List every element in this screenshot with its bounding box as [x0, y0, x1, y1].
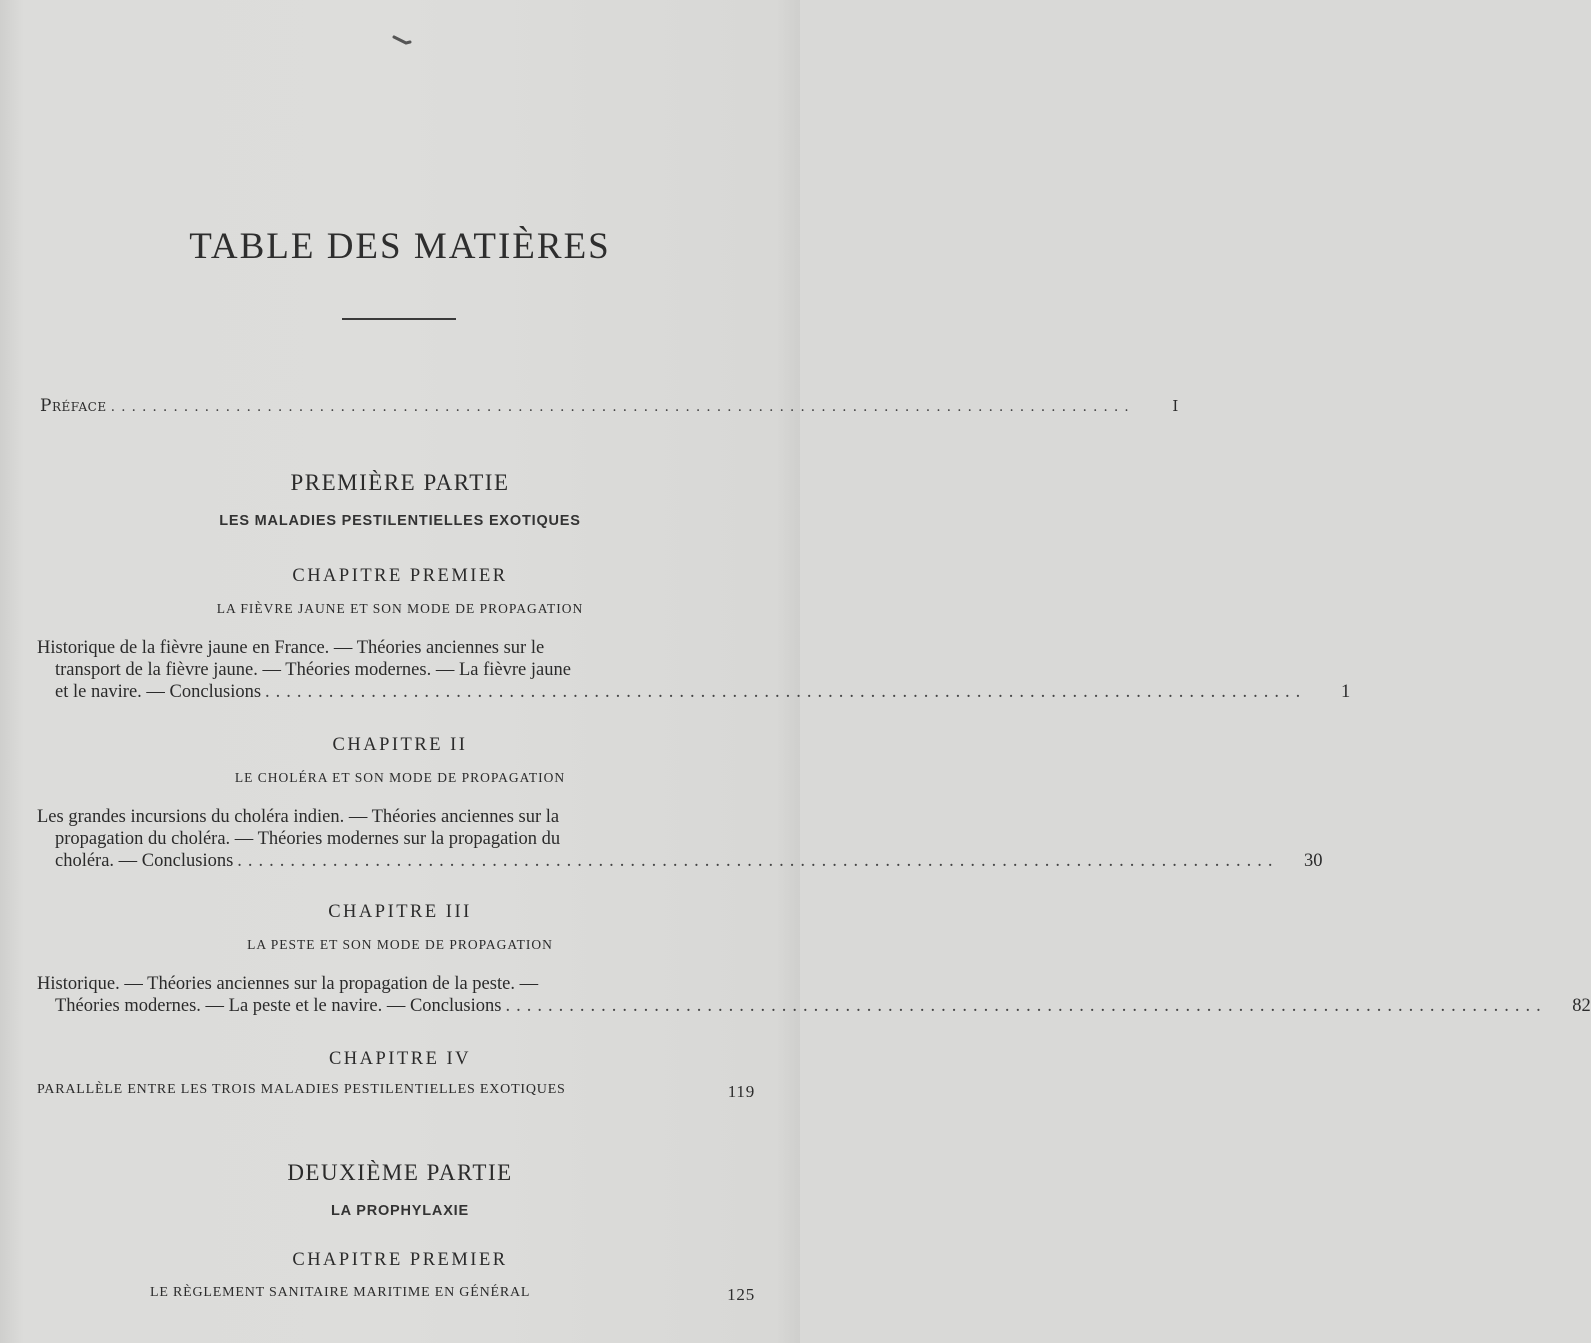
toc-entry [37, 1082, 755, 1102]
entry-line: Théories modernes. — La peste et le navire. — Conclusions [55, 996, 502, 1016]
toc-entry-page: 119 [727, 1082, 755, 1101]
ink-mark [392, 34, 414, 44]
leader-dots: .................................................................................................. [265, 682, 1307, 702]
chapter-heading: CHAPITRE III [328, 902, 472, 922]
chapter-subtitle: LA PESTE ET SON MODE DE PROPAGATION [247, 937, 553, 952]
toc-entry [37, 637, 1351, 703]
entry-line: choléra. — Conclusions [55, 851, 234, 871]
toc-entry-preface [40, 396, 1179, 416]
entry-line: et le navire. — Conclusions [55, 682, 262, 702]
entry-line: Les grandes incursions du choléra indien. — Théories anciennes sur la [37, 807, 560, 827]
toc-entry [37, 806, 1323, 872]
chapter-subtitle: LA FIÈVRE JAUNE ET SON MODE DE PROPAGATION [216, 601, 584, 616]
part-title: DEUXIÈME PARTIE [287, 1160, 513, 1185]
entry-line: transport de la fièvre jaune. — Théories modernes. — La fièvre jaune [55, 660, 571, 680]
title-divider [342, 318, 456, 320]
toc-entry-page: I [1172, 397, 1179, 415]
part-title: PREMIÈRE PARTIE [290, 470, 510, 495]
chapter-heading: CHAPITRE PREMIER [292, 1250, 508, 1270]
chapter-heading: CHAPITRE II [332, 735, 468, 755]
toc-entry-label: Préface [40, 396, 107, 416]
chapter-heading: CHAPITRE PREMIER [292, 566, 508, 586]
leader-dots: .................................................................................................. [237, 851, 1279, 871]
entry-line: propagation du choléra. — Théories modernes sur la propagation du [55, 829, 561, 849]
entry-line: Historique. — Théories anciennes sur la propagation de la peste. — [37, 974, 539, 994]
part-subtitle: LA PROPHYLAXIE [331, 1203, 469, 1219]
toc-entry-page: 30 [1304, 851, 1323, 871]
chapter-heading: CHAPITRE IV [328, 1049, 472, 1069]
chapter-subtitle: LE RÈGLEMENT SANITAIRE MARITIME EN GÉNÉRAL [150, 1285, 531, 1300]
chapter-subtitle: LE CHOLÉRA ET SON MODE DE PROPAGATION [234, 770, 566, 785]
page-title: TABLE DES MATIÈRES [189, 226, 611, 267]
toc-entry-page: 82 [1572, 996, 1591, 1016]
toc-entry-page: 1 [1341, 682, 1351, 702]
part-subtitle: LES MALADIES PESTILENTIELLES EXOTIQUES [219, 513, 581, 529]
toc-entry-page: 125 [727, 1285, 755, 1304]
chapter-subtitle: PARALLÈLE ENTRE LES TROIS MALADIES PESTILENTIELLES EXOTIQUES [37, 1082, 566, 1097]
toc-entry [37, 973, 1591, 1017]
leader-dots: .................................................................................................. [110, 399, 1135, 415]
toc-entry [150, 1285, 755, 1305]
leader-dots: .................................................................................................. [505, 996, 1547, 1016]
entry-line: Historique de la fièvre jaune en France. — Théories anciennes sur le [37, 638, 545, 658]
